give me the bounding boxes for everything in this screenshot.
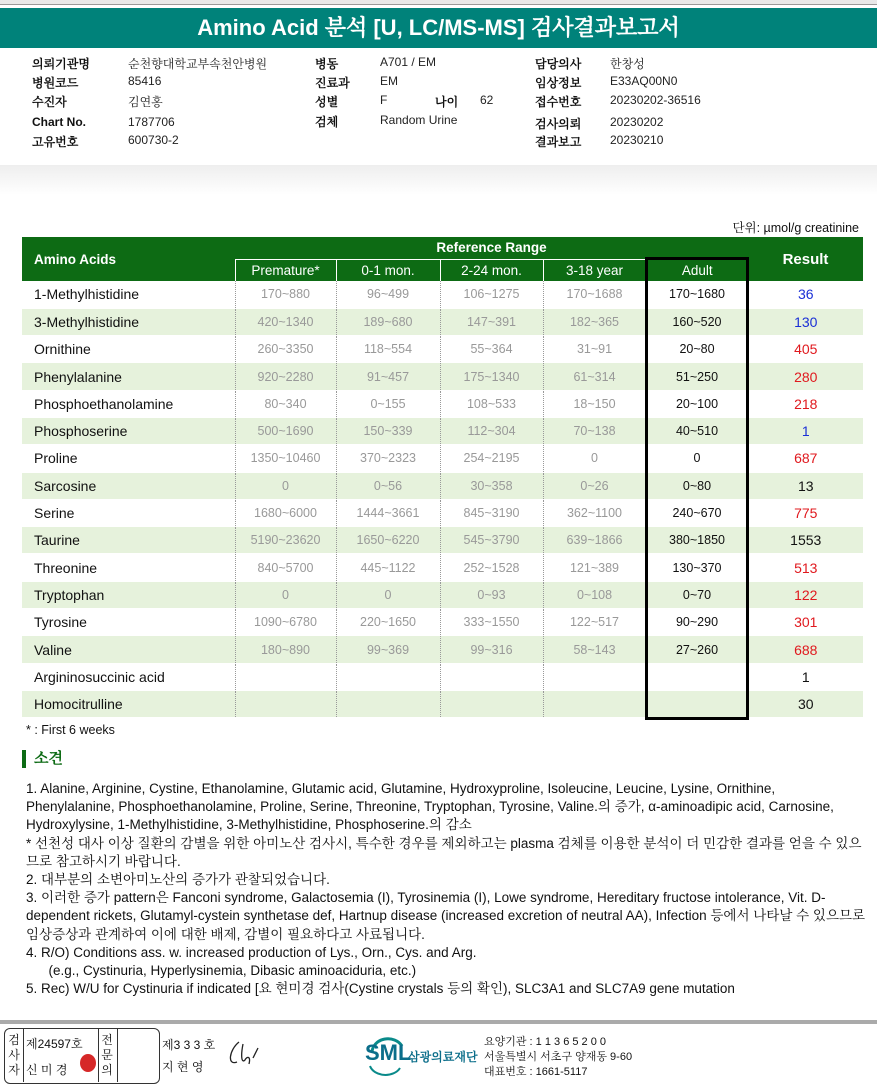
range-adult: 170~1680 — [646, 281, 748, 308]
range-premature: 170~880 — [235, 281, 336, 308]
info-value: 62 — [480, 93, 494, 107]
range-0-1-mon: 91~457 — [336, 363, 440, 390]
range-2-24-mon: 147~391 — [440, 308, 543, 335]
range-adult: 240~670 — [646, 499, 748, 526]
range-3-18-year: 0~26 — [543, 472, 646, 499]
result-value: 13 — [748, 472, 863, 499]
col-header-3-18-year: 3-18 year — [543, 259, 646, 281]
range-premature: 0 — [235, 581, 336, 608]
finding-note: 4. R/O) Conditions ass. w. increased production of Lys., Orn., Cys. and Arg. — [26, 944, 477, 960]
signature-box — [4, 1028, 160, 1084]
amino-acid-name: Sarcosine — [22, 472, 235, 499]
range-0-1-mon — [336, 663, 440, 690]
range-adult: 27~260 — [646, 636, 748, 663]
amino-acid-name: 3-Methylhistidine — [22, 308, 235, 335]
range-0-1-mon: 96~499 — [336, 281, 440, 308]
info-value: 한창성 — [610, 57, 645, 71]
range-premature: 80~340 — [235, 390, 336, 417]
range-premature: 1350~10460 — [235, 445, 336, 472]
info-value: 순천향대학교부속천안병원 — [128, 57, 268, 71]
range-2-24-mon: 108~533 — [440, 390, 543, 417]
result-value: 687 — [748, 445, 863, 472]
range-3-18-year: 0~108 — [543, 581, 646, 608]
info-label: 병동 — [315, 57, 339, 71]
info-value: F — [380, 93, 388, 107]
tester-license: 제24597호 — [26, 1037, 83, 1051]
range-2-24-mon: 252~1528 — [440, 554, 543, 581]
info-label: 검사의뢰 — [535, 117, 582, 131]
range-2-24-mon: 175~1340 — [440, 363, 543, 390]
result-value: 30 — [748, 690, 863, 717]
range-premature: 420~1340 — [235, 308, 336, 335]
range-2-24-mon: 545~3790 — [440, 527, 543, 554]
range-adult: 130~370 — [646, 554, 748, 581]
info-label: 성별 — [315, 95, 339, 109]
finding-note: * 선천성 대사 이상 질환의 감별을 위한 아미노산 검사시, 특수한 경우를 제외하고는 plasma 검체를 이용한 분석이 더 민감한 결과를 얻을 수 있으므로 참고하시기 바랍니다. — [26, 835, 862, 869]
range-0-1-mon: 1650~6220 — [336, 527, 440, 554]
range-adult: 380~1850 — [646, 527, 748, 554]
amino-acid-name: Serine — [22, 499, 235, 526]
amino-acid-name: Valine — [22, 636, 235, 663]
range-premature — [235, 690, 336, 717]
range-2-24-mon: 845~3190 — [440, 499, 543, 526]
range-3-18-year: 70~138 — [543, 417, 646, 444]
col-header-0-1-mon: 0-1 mon. — [336, 259, 440, 281]
findings-title: 소견 — [22, 750, 63, 768]
result-value: 1 — [748, 663, 863, 690]
range-adult: 160~520 — [646, 308, 748, 335]
doctor-label: 전문의 — [101, 1033, 113, 1077]
lab-address: 서울특별시 서초구 양재동 9-60 — [484, 1051, 633, 1063]
range-2-24-mon: 30~358 — [440, 472, 543, 499]
range-0-1-mon: 220~1650 — [336, 609, 440, 636]
amino-acid-name: 1-Methylhistidine — [22, 281, 235, 308]
info-label: Chart No. — [32, 115, 86, 129]
range-premature: 920~2280 — [235, 363, 336, 390]
finding-note: 3. 이러한 증가 pattern은 Fanconi syndrome, Galactosemia (I), Tyrosinemia (I), Lowe syndrome, Hereditary fructose intolerance, Vit. D-dependent rickets, Glutamyl-cystein synthetase def, Hartnup disease (increased excretion of neutral AA), Infection 등에서 나타날 수 있으므로 임상증상과 관계하여 이에 대한 배제, 감별이 필요하다고 사료됩니다. — [26, 890, 869, 942]
result-value: 130 — [748, 308, 863, 335]
range-adult: 0~70 — [646, 581, 748, 608]
range-0-1-mon: 99~369 — [336, 636, 440, 663]
amino-acid-name: Argininosuccinic acid — [22, 663, 235, 690]
amino-acid-name: Tyrosine — [22, 609, 235, 636]
finding-note: 2. 대부분의 소변아미노산의 증가가 관찰되었습니다. — [26, 872, 330, 888]
col-header-2-24-mon: 2-24 mon. — [440, 259, 543, 281]
result-value: 775 — [748, 499, 863, 526]
range-premature: 840~5700 — [235, 554, 336, 581]
range-2-24-mon — [440, 690, 543, 717]
range-2-24-mon: 99~316 — [440, 636, 543, 663]
result-value: 688 — [748, 636, 863, 663]
info-label: 담당의사 — [535, 57, 582, 71]
seal-stamp-icon — [80, 1054, 96, 1072]
result-value: 301 — [748, 609, 863, 636]
range-0-1-mon — [336, 690, 440, 717]
range-adult: 0 — [646, 445, 748, 472]
range-0-1-mon: 118~554 — [336, 336, 440, 363]
range-2-24-mon — [440, 663, 543, 690]
info-label: 나이 — [435, 95, 459, 109]
range-0-1-mon: 0 — [336, 581, 440, 608]
range-3-18-year: 0 — [543, 445, 646, 472]
amino-acid-name: Phosphoethanolamine — [22, 390, 235, 417]
range-2-24-mon: 112~304 — [440, 417, 543, 444]
info-value: 1787706 — [128, 115, 175, 129]
result-value: 36 — [748, 281, 863, 308]
lab-logo: SML — [365, 1040, 412, 1065]
range-3-18-year: 122~517 — [543, 609, 646, 636]
range-0-1-mon: 0~155 — [336, 390, 440, 417]
amino-acid-name: Phosphoserine — [22, 417, 235, 444]
range-premature: 1680~6000 — [235, 499, 336, 526]
amino-acid-name: Homocitrulline — [22, 690, 235, 717]
info-label: 접수번호 — [535, 95, 582, 109]
footnote: * : First 6 weeks — [26, 723, 115, 737]
amino-acid-name: Ornithine — [22, 336, 235, 363]
lab-phone: 대표번호 : 1661-5117 — [484, 1066, 588, 1078]
amino-acid-name: Proline — [22, 445, 235, 472]
range-adult: 90~290 — [646, 609, 748, 636]
info-label: 결과보고 — [535, 135, 582, 149]
doctor-license: 제3 3 3 호 — [162, 1038, 216, 1052]
range-3-18-year: 121~389 — [543, 554, 646, 581]
range-3-18-year: 639~1866 — [543, 527, 646, 554]
info-label: 임상정보 — [535, 76, 582, 90]
range-adult: 40~510 — [646, 417, 748, 444]
range-3-18-year — [543, 663, 646, 690]
range-2-24-mon: 106~1275 — [440, 281, 543, 308]
range-premature — [235, 663, 336, 690]
amino-acid-name: Tryptophan — [22, 581, 235, 608]
col-header-adult: Adult — [646, 259, 748, 281]
doctor-signature-icon — [225, 1040, 260, 1070]
range-3-18-year: 182~365 — [543, 308, 646, 335]
info-label: 검체 — [315, 115, 339, 129]
info-label: 고유번호 — [32, 135, 79, 149]
range-premature: 5190~23620 — [235, 527, 336, 554]
finding-note: 1. Alanine, Arginine, Cystine, Ethanolamine, Glutamic acid, Glutamine, Hydroxyproline, Isoleucine, Leucine, Lysine, Ornithine, Phenylalanine, Phosphoethanolamine, Proline, Serine, Threonine, Tryptophan, Tyrosine, Valine.의 증가, α-aminoadipic acid, Carnosine, Hydroxylysine, 1-Methylhistidine, 3-Methylhistidine, Phosphoserine.의 감소 — [26, 781, 838, 833]
range-3-18-year: 58~143 — [543, 636, 646, 663]
range-0-1-mon: 150~339 — [336, 417, 440, 444]
patient-info — [0, 55, 877, 155]
result-value: 122 — [748, 581, 863, 608]
col-header-premature: Premature* — [235, 259, 336, 281]
range-3-18-year: 18~150 — [543, 390, 646, 417]
amino-acid-name: Phenylalanine — [22, 363, 235, 390]
info-value: A701 / EM — [380, 55, 437, 69]
unit-label: 단위: µmol/g creatinine — [732, 221, 859, 235]
info-label: 수진자 — [32, 95, 67, 109]
range-adult: 51~250 — [646, 363, 748, 390]
result-value: 218 — [748, 390, 863, 417]
result-value: 280 — [748, 363, 863, 390]
info-value: Random Urine — [380, 113, 458, 127]
range-3-18-year: 61~314 — [543, 363, 646, 390]
range-premature: 500~1690 — [235, 417, 336, 444]
range-premature: 1090~6780 — [235, 609, 336, 636]
range-3-18-year: 362~1100 — [543, 499, 646, 526]
range-premature: 0 — [235, 472, 336, 499]
adult-column-highlight — [645, 257, 749, 720]
info-label: 진료과 — [315, 76, 350, 90]
info-value: E33AQ00N0 — [610, 74, 678, 88]
range-premature: 260~3350 — [235, 336, 336, 363]
amino-acid-name: Taurine — [22, 527, 235, 554]
col-header-reference-range: Reference Range — [235, 237, 748, 259]
range-0-1-mon: 0~56 — [336, 472, 440, 499]
result-value: 513 — [748, 554, 863, 581]
range-0-1-mon: 370~2323 — [336, 445, 440, 472]
doctor-name: 지 현 영 — [162, 1060, 204, 1074]
lab-name: 삼광의료재단 — [408, 1050, 478, 1064]
tester-name: 신 미 경 — [26, 1063, 68, 1077]
lab-contact — [484, 1035, 632, 1080]
tester-label: 검사자 — [8, 1033, 20, 1077]
result-value: 1 — [748, 417, 863, 444]
info-value: 20230202 — [610, 115, 664, 129]
range-0-1-mon: 189~680 — [336, 308, 440, 335]
section-divider — [0, 165, 877, 195]
range-2-24-mon: 55~364 — [440, 336, 543, 363]
info-value: 20230210 — [610, 133, 664, 147]
info-value: 600730-2 — [128, 133, 179, 147]
info-value: 85416 — [128, 74, 162, 88]
info-value: 20230202-36516 — [610, 93, 701, 107]
range-adult: 20~100 — [646, 390, 748, 417]
amino-acid-name: Threonine — [22, 554, 235, 581]
findings-notes — [26, 780, 869, 998]
range-adult: 0~80 — [646, 472, 748, 499]
range-3-18-year: 170~1688 — [543, 281, 646, 308]
info-value: EM — [380, 74, 398, 88]
range-adult: 20~80 — [646, 336, 748, 363]
range-0-1-mon: 1444~3661 — [336, 499, 440, 526]
result-value: 405 — [748, 336, 863, 363]
range-3-18-year — [543, 690, 646, 717]
report-title: Amino Acid 분석 [U, LC/MS-MS] 검사결과보고서 — [0, 8, 877, 48]
col-header-result: Result — [748, 237, 863, 281]
range-premature: 180~890 — [235, 636, 336, 663]
finding-note: (e.g., Cystinuria, Hyperlysinemia, Dibasic aminoaciduria, etc.) — [26, 963, 417, 979]
range-2-24-mon: 254~2195 — [440, 445, 543, 472]
info-value: 김연홍 — [128, 95, 163, 109]
lab-code: 요양기관 : 1 1 3 6 5 2 0 0 — [484, 1036, 607, 1048]
range-2-24-mon: 0~93 — [440, 581, 543, 608]
range-2-24-mon: 333~1550 — [440, 609, 543, 636]
top-border — [0, 0, 877, 5]
bottom-divider — [0, 1020, 877, 1024]
info-label: 병원코드 — [32, 76, 79, 90]
range-3-18-year: 31~91 — [543, 336, 646, 363]
range-0-1-mon: 445~1122 — [336, 554, 440, 581]
info-label: 의뢰기관명 — [32, 57, 90, 71]
result-value: 1553 — [748, 527, 863, 554]
col-header-amino-acids: Amino Acids — [22, 237, 235, 281]
finding-note: 5. Rec) W/U for Cystinuria if indicated [요 현미경 검사(Cystine crystals 등의 확인), SLC3A1 and SLC7A9 gene mutation — [26, 981, 735, 997]
